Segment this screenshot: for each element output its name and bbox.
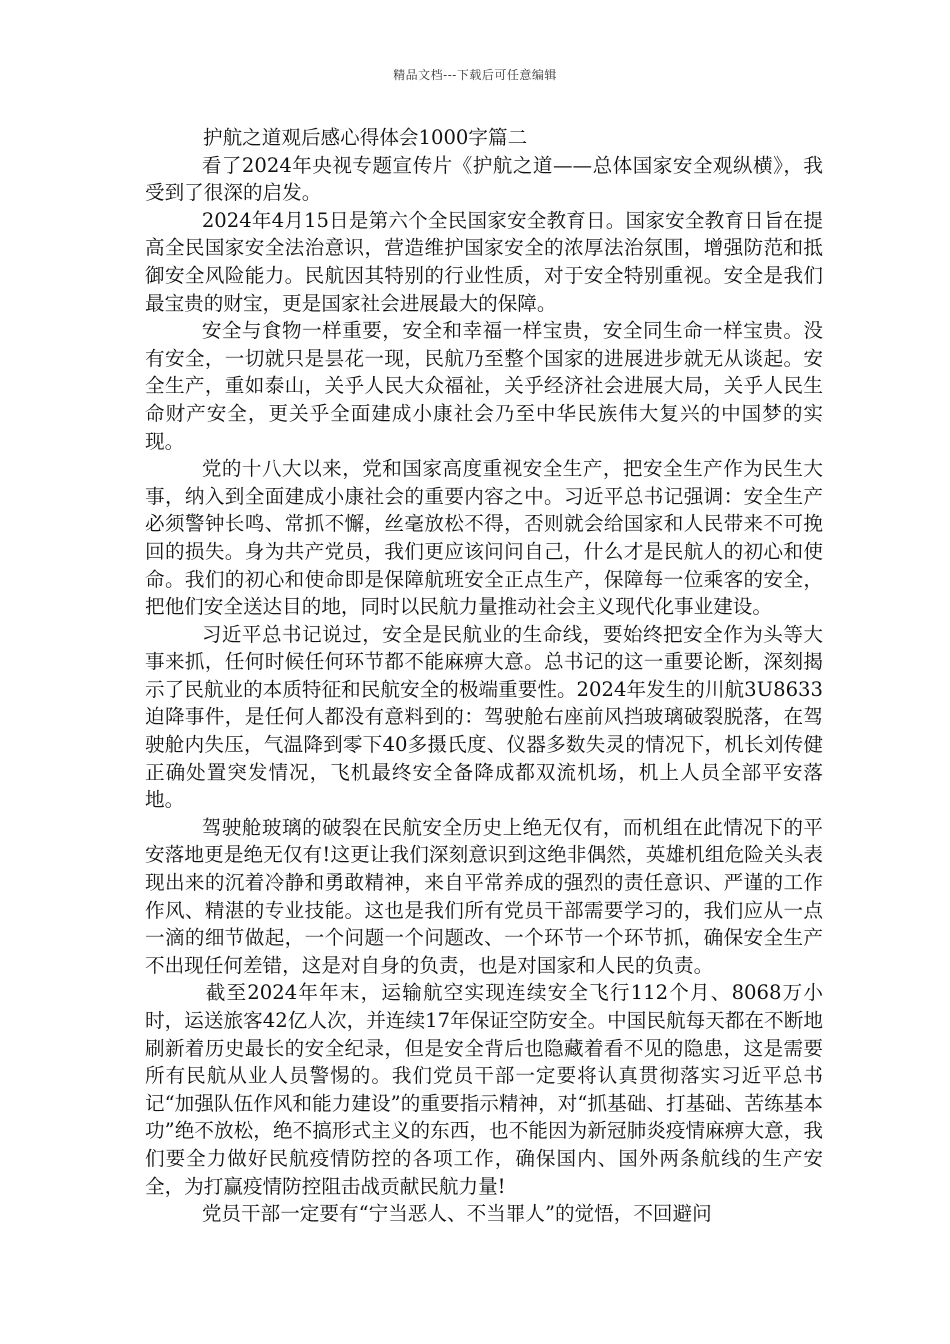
document-body	[145, 124, 823, 1228]
paragraph-7: 截至2024年年末，运输航空实现连续安全飞行112个月、8068万小时，运送旅客42亿人次，并连续17年保证空防安全。中国民航每天都在不断地刷新着历史最长的安全纪录，但是安全背后也隐藏着看不见的隐患，这是需要所有民航从业人员警惕的。我们党员干部一定要将认真贯彻落实习近平总书记“加强队伍作风和能力建设”的重要指示精神，对“抓基础、打基础、苦练基本功”绝不放松，绝不搞形式主义的东西，也不能因为新冠肺炎疫情麻痹大意，我们要全力做好民航疫情防控的各项工作，确保国内、国外两条航线的生产安全，为打赢疫情防控阻击战贡献民航力量!	[145, 981, 823, 1198]
paragraph-1: 看了2024年央视专题宣传片《护航之道——总体国家安全观纵横》，我受到了很深的启发。	[145, 153, 823, 205]
paragraph-3: 安全与食物一样重要，安全和幸福一样宝贵，安全同生命一样宝贵。没有安全，一切就只是昙花一现，民航乃至整个国家的进展进步就无从谈起。安全生产，重如泰山，关乎人民大众福祉，关乎经济社会进展大局，关乎人民生命财产安全，更关乎全面建成小康社会乃至中华民族伟大复兴的中国梦的实现。	[145, 319, 823, 453]
page-header: 精品文档---下载后可任意编辑	[393, 68, 557, 82]
document-title: 护航之道观后感心得体会1000字篇二	[203, 126, 528, 149]
paragraph-5: 习近平总书记说过，安全是民航业的生命线，要始终把安全作为头等大事来抓，任何时候任何环节都不能麻痹大意。总书记的这一重要论断，深刻揭示了民航业的本质特征和民航安全的极端重要性。2024年发生的川航3U8633迫降事件，是任何人都没有意料到的：驾驶舱右座前风挡玻璃破裂脱落，在驾驶舱内失压，气温降到零下40多摄氏度、仪器多数失灵的情况下，机长刘传健正确处置突发情况，飞机最终安全备降成都双流机场，机上人员全部平安落地。	[145, 622, 823, 812]
paragraph-6: 驾驶舱玻璃的破裂在民航安全历史上绝无仅有，而机组在此情况下的平安落地更是绝无仅有!这更让我们深刻意识到这绝非偶然，英雄机组危险关头表现出来的沉着冷静和勇敢精神，来自平常养成的强烈的责任意识、严谨的工作作风、精湛的专业技能。这也是我们所有党员干部需要学习的，我们应从一点一滴的细节做起，一个问题一个问题改、一个环节一个环节抓，确保安全生产不出现任何差错，这是对自身的负责，也是对国家和人民的负责。	[145, 815, 823, 977]
paragraph-2: 2024年4月15日是第六个全民国家安全教育日。国家安全教育日旨在提高全民国家安全法治意识，营造维护国家安全的浓厚法治氛围，增强防范和抵御安全风险能力。民航因其特别的行业性质，对于安全特别重视。安全是我们最宝贵的财宝，更是国家社会进展最大的保障。	[145, 208, 823, 315]
paragraph-8: 党员干部一定要有“宁当恶人、不当罪人”的觉悟，不回避问	[201, 1202, 712, 1226]
paragraph-4: 党的十八大以来，党和国家高度重视安全生产，把安全生产作为民生大事，纳入到全面建成小康社会的重要内容之中。习近平总书记强调：安全生产必须警钟长鸣、常抓不懈，丝毫放松不得，否则就会给国家和人民带来不可挽回的损失。身为共产党员，我们更应该问问自己，什么才是民航人的初心和使命。我们的初心和使命即是保障航班安全正点生产，保障每一位乘客的安全，把他们安全送达目的地，同时以民航力量推动社会主义现代化事业建设。	[145, 457, 823, 619]
